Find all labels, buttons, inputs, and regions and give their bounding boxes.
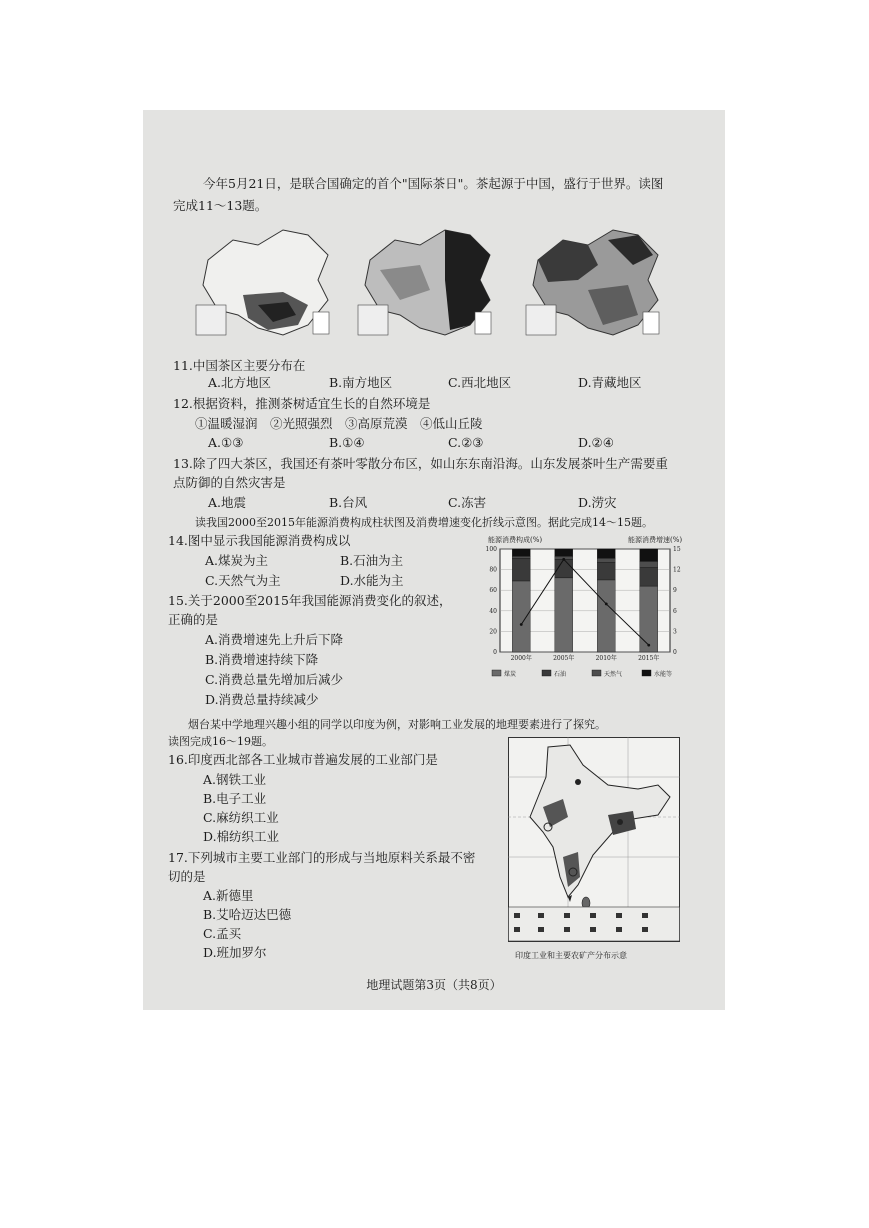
chart-bar-石油	[597, 562, 615, 580]
q11-stem: 11.中国茶区主要分布在	[173, 358, 306, 373]
chart-legend-label: 石油	[554, 671, 567, 678]
india-industry-map	[508, 737, 680, 942]
chart-bar-水能等	[555, 549, 573, 556]
chart-legend-swatch	[642, 670, 651, 676]
china-climate-map	[350, 220, 505, 342]
india-map-caption: 印度工业和主要农矿产分布示意	[515, 951, 627, 960]
chart-right-tick-label: 9	[673, 587, 677, 595]
q15-option-a[interactable]: A.消费增速先上升后下降	[205, 632, 344, 647]
q12-option-b[interactable]: B.①④	[329, 435, 365, 450]
intro-india-line2: 读图完成16～19题。	[168, 735, 273, 748]
chart-left-tick-label: 0	[493, 649, 497, 656]
q13-option-a[interactable]: A.地震	[208, 495, 247, 510]
chart-legend-swatch	[492, 670, 501, 676]
q15-option-d[interactable]: D.消费总量持续减少	[205, 692, 319, 707]
q17-stem-line1: 17.下列城市主要工业部门的形成与当地原料关系最不密	[168, 850, 476, 865]
q16-option-d[interactable]: D.棉纺织工业	[203, 829, 280, 844]
chart-x-tick-label: 2000年	[510, 655, 532, 662]
q13-option-d[interactable]: D.涝灾	[578, 495, 617, 510]
chart-legend-label: 煤炭	[504, 671, 517, 678]
q11-option-a[interactable]: A.北方地区	[208, 375, 272, 390]
q16-option-b[interactable]: B.电子工业	[203, 791, 267, 806]
q15-stem-line2: 正确的是	[168, 612, 219, 627]
intro-energy: 读我国2000至2015年能源消费构成柱状图及消费增速变化折线示意图。据此完成14～15题。	[195, 516, 653, 529]
intro-india-line1: 烟台某中学地理兴趣小组的同学以印度为例，对影响工业发展的地理要素进行了探究。	[188, 718, 606, 731]
chart-right-tick-label: 6	[673, 607, 677, 615]
china-tea-region-map	[188, 220, 343, 342]
chart-legend-swatch	[592, 670, 601, 676]
chart-x-tick-label: 2010年	[595, 655, 617, 662]
chart-bar-水能等	[512, 549, 530, 556]
chart-bar-水能等	[597, 549, 615, 558]
chart-left-tick-label: 100	[485, 546, 497, 553]
q17-option-b[interactable]: B.艾哈迈达巴德	[203, 907, 292, 922]
chart-bar-煤炭	[512, 581, 530, 652]
q15-option-b[interactable]: B.消费增速持续下降	[205, 652, 319, 667]
q13-option-b[interactable]: B.台风	[329, 495, 368, 510]
chart-bar-天然气	[512, 556, 530, 558]
q13-stem-line1: 13.除了四大茶区，我国还有茶叶零散分布区，如山东东南沿海。山东发展茶叶生产需要重	[173, 456, 668, 471]
q14-option-b[interactable]: B.石油为主	[340, 553, 404, 568]
chart-right-tick-label: 0	[673, 649, 677, 656]
chart-bar-煤炭	[640, 586, 658, 652]
page-footer: 地理试题第3页（共8页）	[366, 978, 502, 992]
chart-bar-天然气	[640, 561, 658, 567]
chart-ylabel-right: 能源消费增速(%)	[628, 536, 683, 544]
q15-option-c[interactable]: C.消费总量先增加后减少	[205, 672, 344, 687]
chart-growth-point	[562, 558, 565, 561]
q16-option-c[interactable]: C.麻纺织工业	[203, 810, 279, 825]
intro-tea-line2: 完成11～13题。	[173, 198, 268, 213]
q12-option-d[interactable]: D.②④	[578, 435, 614, 450]
chart-x-tick-label: 2015年	[638, 655, 660, 662]
q16-option-a[interactable]: A.钢铁工业	[203, 772, 267, 787]
q13-option-c[interactable]: C.冻害	[448, 495, 487, 510]
chart-growth-point	[647, 644, 650, 647]
q17-option-a[interactable]: A.新德里	[203, 888, 254, 903]
chart-legend-label: 水能等	[654, 671, 673, 678]
chart-left-tick-label: 40	[489, 607, 497, 615]
q12-option-a[interactable]: A.①③	[208, 435, 244, 450]
q14-option-d[interactable]: D.水能为主	[340, 573, 404, 588]
chart-bar-煤炭	[555, 578, 573, 652]
china-terrain-map	[518, 220, 673, 342]
q13-stem-line2: 点防御的自然灾害是	[173, 475, 286, 490]
chart-bar-煤炭	[597, 580, 615, 652]
q17-option-c[interactable]: C.孟买	[203, 926, 242, 941]
q12-option-c[interactable]: C.②③	[448, 435, 484, 450]
q11-option-d[interactable]: D.青藏地区	[578, 375, 642, 390]
intro-tea-line1: 今年5月21日，是联合国确定的首个"国际茶日"。茶起源于中国，盛行于世界。读图	[203, 176, 664, 191]
q14-option-c[interactable]: C.天然气为主	[205, 573, 281, 588]
q17-stem-line2: 切的是	[168, 869, 206, 884]
chart-growth-point	[605, 603, 608, 606]
q14-stem: 14.图中显示我国能源消费构成以	[168, 533, 351, 548]
energy-chart-svg	[478, 535, 693, 690]
q11-option-c[interactable]: C.西北地区	[448, 375, 512, 390]
q16-stem: 16.印度西北部各工业城市普遍发展的工业部门是	[168, 752, 438, 767]
chart-bar-天然气	[597, 558, 615, 562]
chart-bar-石油	[640, 568, 658, 587]
exam-page	[143, 110, 725, 1010]
chart-left-tick-label: 60	[489, 587, 497, 595]
chart-x-tick-label: 2005年	[553, 655, 575, 662]
chart-left-tick-label: 20	[489, 628, 497, 636]
q15-stem-line1: 15.关于2000至2015年我国能源消费变化的叙述，	[168, 593, 452, 608]
q12-stem: 12.根据资料，推测茶树适宜生长的自然环境是	[173, 396, 431, 411]
q17-option-d[interactable]: D.班加罗尔	[203, 945, 267, 960]
q12-items: ①温暖湿润 ②光照强烈 ③高原荒漠 ④低山丘陵	[195, 416, 483, 431]
chart-right-tick-label: 15	[673, 546, 681, 553]
chart-left-tick-label: 80	[489, 566, 497, 574]
energy-chart	[478, 535, 693, 690]
chart-legend-swatch	[542, 670, 551, 676]
chart-ylabel-left: 能源消费构成(%)	[488, 536, 543, 544]
q11-option-b[interactable]: B.南方地区	[329, 375, 393, 390]
q14-option-a[interactable]: A.煤炭为主	[205, 553, 269, 568]
chart-legend-label: 天然气	[604, 671, 623, 678]
chart-bar-水能等	[640, 549, 658, 561]
chart-right-tick-label: 3	[673, 628, 677, 636]
chart-right-tick-label: 12	[673, 566, 681, 574]
chart-bar-石油	[512, 558, 530, 581]
chart-growth-point	[520, 623, 523, 626]
